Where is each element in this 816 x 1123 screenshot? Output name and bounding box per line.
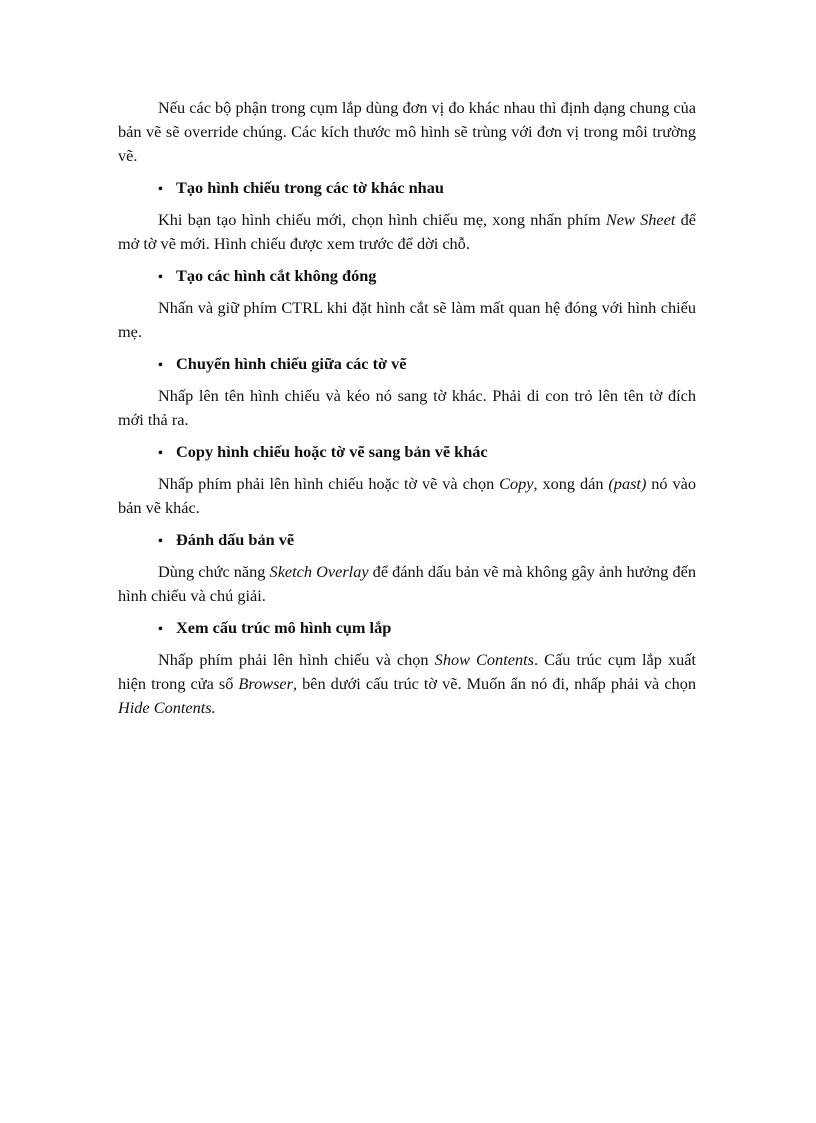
- section-paragraph-3: [118, 384, 696, 432]
- text-run: Nhấp lên tên hình chiếu và kéo nó sang tờ khác. Phải di con trỏ lên tên tờ đích mới thả ra.: [118, 386, 696, 429]
- section-heading-4: [118, 440, 696, 466]
- section-paragraph-5: [118, 560, 696, 608]
- text-run: nó vào bản vẽ khác.: [118, 474, 696, 517]
- bullet-icon: •: [158, 270, 163, 285]
- section-heading-text: Tạo các hình cắt không đóng: [176, 266, 377, 285]
- section-heading-5: [118, 528, 696, 554]
- emphasis-run: (past): [608, 474, 647, 493]
- text-run: Khi bạn tạo hình chiếu mới, chọn hình chiếu mẹ, xong nhấn phím: [158, 210, 606, 229]
- text-run: Dùng chức năng: [158, 562, 270, 581]
- section-paragraph-6: [118, 648, 696, 720]
- text-run: Nhấp phím phải lên hình chiếu hoặc tờ vẽ và chọn: [158, 474, 500, 493]
- section-heading-2: [118, 264, 696, 290]
- text-run: Nhấn và giữ phím CTRL khi đặt hình cắt sẽ làm mất quan hệ đóng với hình chiếu mẹ.: [118, 298, 696, 341]
- document-page: [118, 96, 696, 728]
- section-heading-text: Xem cấu trúc mô hình cụm lắp: [176, 618, 392, 637]
- emphasis-run: New Sheet: [605, 210, 676, 229]
- emphasis-run: Show Contents: [434, 650, 534, 669]
- emphasis-run: Hide Contents.: [118, 698, 216, 717]
- section-heading-text: Copy hình chiếu hoặc tờ vẽ sang bản vẽ khác: [176, 442, 488, 461]
- emphasis-run: Copy: [499, 474, 534, 493]
- text-run: , xong dán: [533, 474, 609, 493]
- section-heading-6: [118, 616, 696, 642]
- emphasis-run: Browser: [238, 674, 293, 693]
- emphasis-run: Sketch Overlay: [269, 562, 369, 581]
- section-heading-3: [118, 352, 696, 378]
- section-paragraph-2: [118, 296, 696, 344]
- section-heading-text: Tạo hình chiếu trong các tờ khác nhau: [176, 178, 444, 197]
- bullet-icon: •: [158, 534, 163, 549]
- bullet-icon: •: [158, 358, 163, 373]
- section-paragraph-1: [118, 208, 696, 256]
- section-heading-text: Chuyển hình chiếu giữa các tờ vẽ: [176, 354, 407, 373]
- section-heading-text: Đánh dấu bản vẽ: [176, 530, 295, 549]
- text-run: . Cấu trúc cụm lắp xuất hiện trong cửa sổ: [118, 650, 697, 693]
- text-run: để đánh dấu bản vẽ mà không gây ảnh hưởng đến hình chiếu và chú giải.: [118, 562, 696, 605]
- text-run: Nhấp phím phải lên hình chiếu và chọn: [158, 650, 435, 669]
- section-paragraph-4: [118, 472, 696, 520]
- intro-paragraph: Nếu các bộ phận trong cụm lắp dùng đơn vị đo khác nhau thì định dạng chung của bản vẽ sẽ override chúng. Các kích thước mô hình sẽ trùng với đơn vị trong môi trường vẽ.: [118, 98, 696, 165]
- text-run: để mở tờ vẽ mới. Hình chiếu được xem trước để dời chỗ.: [118, 210, 697, 253]
- bullet-icon: •: [158, 182, 163, 197]
- text-run: , bên dưới cấu trúc tờ vẽ. Muốn ẩn nó đi, nhấp phải và chọn: [292, 674, 696, 693]
- section-heading-1: [118, 176, 696, 202]
- bullet-icon: •: [158, 446, 163, 461]
- bullet-icon: •: [158, 622, 163, 637]
